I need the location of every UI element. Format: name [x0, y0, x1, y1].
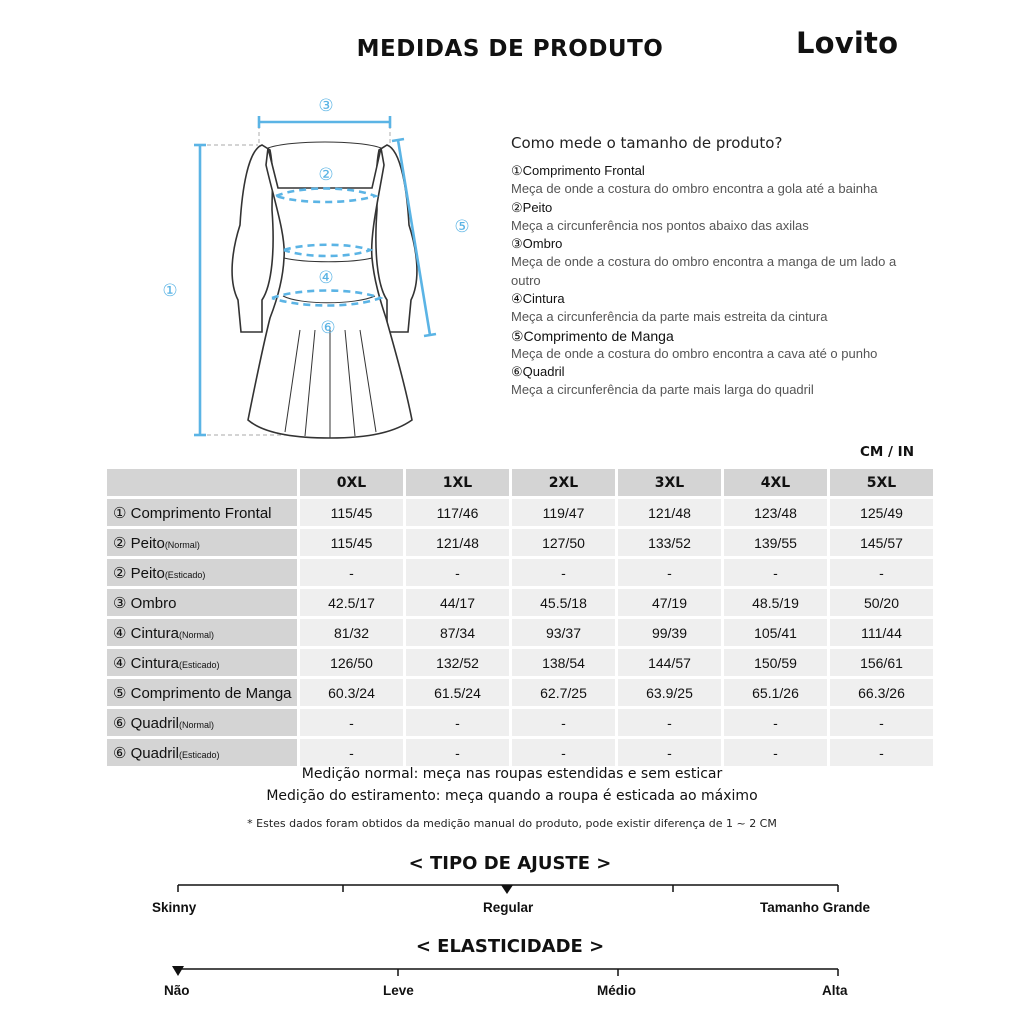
disclaimer-note: * Estes dados foram obtidos da medição manual do produto, pode existir diferença de 1 ~ 2 CM	[247, 817, 777, 830]
table-cell: 87/34	[406, 619, 509, 646]
table-cell: -	[724, 559, 827, 586]
dress-measurement-diagram	[150, 88, 470, 448]
elasticity-label-medium: Médio	[597, 983, 636, 998]
legend-item	[511, 327, 931, 364]
row-label: ② Peito	[113, 564, 165, 582]
row-label: ④ Cintura	[113, 624, 179, 642]
table-cell: 62.7/25	[512, 679, 615, 706]
row-header	[107, 709, 297, 736]
legend-item-name: ①Comprimento Frontal	[511, 163, 645, 178]
table-cell: -	[830, 739, 933, 766]
elasticity-label-high: Alta	[822, 983, 848, 998]
table-corner	[107, 469, 297, 496]
legend-item	[511, 235, 931, 290]
row-sublabel: (Esticado)	[178, 749, 220, 760]
legend-item-name: ⑤Comprimento de Manga	[511, 327, 674, 344]
table-cell: -	[724, 739, 827, 766]
elasticity-label-none: Não	[164, 983, 190, 998]
marker-2: ②	[318, 165, 334, 185]
table-cell: 44/17	[406, 589, 509, 616]
marker-6: ⑥	[320, 318, 336, 338]
legend-item-desc: Meça a circunferência nos pontos abaixo das axilas	[511, 217, 809, 233]
marker-3: ③	[318, 96, 334, 116]
table-cell: 60.3/24	[300, 679, 403, 706]
row-header	[107, 499, 297, 526]
elasticity-scale	[0, 962, 1024, 978]
row-sublabel: (Normal)	[164, 539, 200, 550]
legend-item-desc: Meça a circunferência da parte mais larga do quadril	[511, 382, 814, 397]
table-cell: -	[512, 739, 615, 766]
brand-logo: Lovito	[796, 26, 899, 60]
table-cell: -	[618, 739, 721, 766]
row-header	[107, 739, 297, 766]
table-row	[107, 679, 933, 706]
table-cell: 115/45	[300, 529, 403, 556]
row-header	[107, 619, 297, 646]
row-label: ⑥ Quadril	[113, 744, 179, 762]
row-sublabel: (Normal)	[178, 629, 214, 640]
table-cell: 42.5/17	[300, 589, 403, 616]
table-row	[107, 709, 933, 736]
row-header	[107, 679, 297, 706]
table-row	[107, 619, 933, 646]
legend-question: Como mede o tamanho de produto?	[511, 134, 783, 152]
row-label: ⑤ Comprimento de Manga	[113, 684, 292, 702]
elasticity-label-light: Leve	[383, 983, 414, 998]
row-header	[107, 649, 297, 676]
table-cell: 121/48	[406, 529, 509, 556]
table-cell: -	[512, 559, 615, 586]
row-header	[107, 559, 297, 586]
row-label: ① Comprimento Frontal	[113, 504, 272, 522]
legend-item-name: ④Cintura	[511, 291, 565, 306]
table-cell: 138/54	[512, 649, 615, 676]
marker-4: ④	[318, 268, 334, 288]
row-header	[107, 529, 297, 556]
marker-1: ①	[162, 281, 178, 301]
size-header: 2XL	[512, 469, 615, 496]
table-cell: 127/50	[512, 529, 615, 556]
table-cell: 119/47	[512, 499, 615, 526]
row-label: ③ Ombro	[113, 594, 177, 612]
legend-item-desc: Meça a circunferência da parte mais estreita da cintura	[511, 309, 828, 324]
table-cell: 115/45	[300, 499, 403, 526]
fit-scale	[0, 878, 1024, 894]
table-cell: 123/48	[724, 499, 827, 526]
table-cell: 48.5/19	[724, 589, 827, 616]
table-cell: -	[406, 739, 509, 766]
table-cell: 50/20	[830, 589, 933, 616]
table-cell: 45.5/18	[512, 589, 615, 616]
legend-item-desc: Meça de onde a costura do ombro encontra a manga de um lado a outro	[511, 254, 897, 288]
table-row	[107, 499, 933, 526]
table-cell: -	[512, 709, 615, 736]
size-header: 3XL	[618, 469, 721, 496]
table-cell: 150/59	[724, 649, 827, 676]
row-sublabel: (Normal)	[178, 719, 214, 730]
unit-label: CM / IN	[860, 444, 914, 460]
table-cell: 132/52	[406, 649, 509, 676]
size-header: 1XL	[406, 469, 509, 496]
fit-label-regular: Regular	[483, 900, 534, 915]
table-cell: 144/57	[618, 649, 721, 676]
legend-item	[511, 290, 931, 327]
table-cell: -	[830, 559, 933, 586]
table-row	[107, 649, 933, 676]
elasticity-selected-marker	[172, 966, 184, 976]
table-cell: 63.9/25	[618, 679, 721, 706]
table-cell: 93/37	[512, 619, 615, 646]
table-cell: 121/48	[618, 499, 721, 526]
size-table	[104, 466, 936, 769]
table-cell: -	[406, 709, 509, 736]
stretch-measurement-note: Medição do estiramento: meça quando a roupa é esticada ao máximo	[266, 788, 758, 804]
marker-5: ⑤	[454, 217, 470, 237]
table-header-row	[107, 469, 933, 496]
table-cell: 105/41	[724, 619, 827, 646]
page-title: MEDIDAS DE PRODUTO	[356, 36, 664, 62]
table-cell: -	[724, 709, 827, 736]
table-cell: 125/49	[830, 499, 933, 526]
table-cell: 66.3/26	[830, 679, 933, 706]
table-cell: -	[618, 559, 721, 586]
table-cell: 65.1/26	[724, 679, 827, 706]
table-cell: 139/55	[724, 529, 827, 556]
size-header: 5XL	[830, 469, 933, 496]
row-header	[107, 589, 297, 616]
row-label: ② Peito	[113, 534, 165, 552]
row-sublabel: (Esticado)	[178, 659, 220, 670]
legend-item	[511, 363, 931, 400]
legend-item-name: ③Ombro	[511, 236, 563, 251]
table-cell: 133/52	[618, 529, 721, 556]
fit-label-skinny: Skinny	[152, 900, 197, 915]
table-cell: -	[830, 709, 933, 736]
table-cell: -	[300, 709, 403, 736]
size-header: 0XL	[300, 469, 403, 496]
fit-selected-marker	[501, 885, 513, 894]
size-header: 4XL	[724, 469, 827, 496]
table-row	[107, 559, 933, 586]
table-cell: -	[300, 739, 403, 766]
fit-type-title: < TIPO DE AJUSTE >	[408, 853, 612, 874]
table-cell: 156/61	[830, 649, 933, 676]
table-cell: -	[618, 709, 721, 736]
table-cell: 61.5/24	[406, 679, 509, 706]
table-cell: 81/32	[300, 619, 403, 646]
table-cell: 117/46	[406, 499, 509, 526]
legend-item-name: ⑥Quadril	[511, 364, 565, 379]
table-cell: 126/50	[300, 649, 403, 676]
table-row	[107, 589, 933, 616]
row-sublabel: (Esticado)	[164, 569, 206, 580]
table-cell: 47/19	[618, 589, 721, 616]
row-label: ④ Cintura	[113, 654, 179, 672]
legend-item-name: ②Peito	[511, 199, 553, 215]
measurement-legend	[511, 134, 931, 400]
table-row	[107, 529, 933, 556]
table-cell: -	[406, 559, 509, 586]
table-row	[107, 739, 933, 766]
legend-item-desc: Meça de onde a costura do ombro encontra a cava até o punho	[511, 345, 878, 361]
table-cell: 99/39	[618, 619, 721, 646]
fit-label-oversize: Tamanho Grande	[760, 900, 871, 915]
legend-item-desc: Meça de onde a costura do ombro encontra a gola até a bainha	[511, 181, 878, 196]
table-cell: -	[300, 559, 403, 586]
elasticity-title: < ELASTICIDADE >	[415, 936, 605, 957]
legend-item	[511, 162, 931, 199]
legend-item	[511, 199, 931, 236]
table-cell: 111/44	[830, 619, 933, 646]
row-label: ⑥ Quadril	[113, 714, 179, 732]
table-cell: 145/57	[830, 529, 933, 556]
normal-measurement-note: Medição normal: meça nas roupas estendidas e sem esticar	[301, 766, 723, 782]
